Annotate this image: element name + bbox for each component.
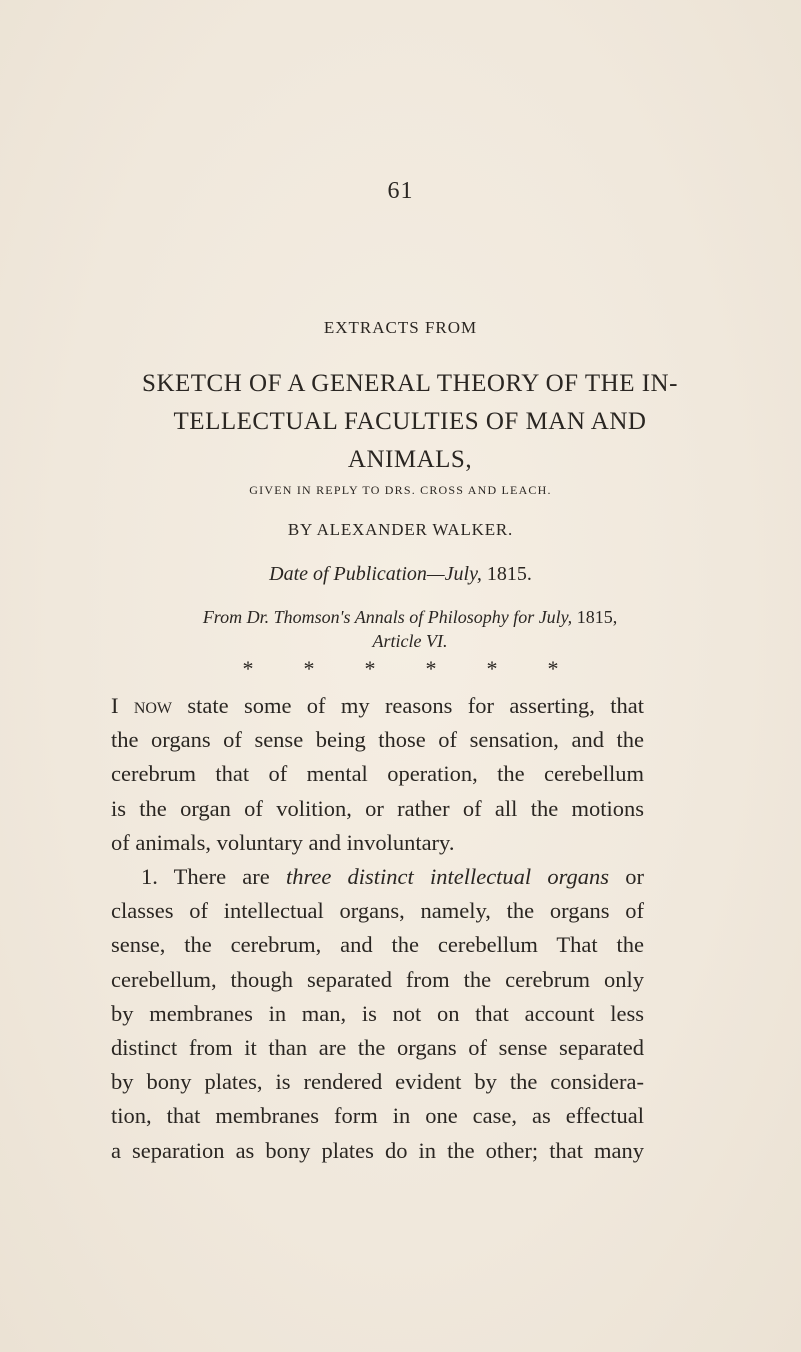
author-line: BY ALEXANDER WALKER. [287,520,514,539]
text-line: cerebellum, though separated from the cerebrum only [111,966,644,992]
star: * [425,656,437,681]
text-line: I now state some of my reasons for asserting, that [111,693,645,718]
date-year: 1815. [486,563,532,585]
text-line: tion, that membranes form in one case, as effectual [111,1103,644,1129]
title-line: ANIMALS, [347,446,473,473]
extracts-label: EXTRACTS FROM [323,318,478,337]
source-line-2 [100,629,720,653]
star: * [547,656,559,681]
source-journal: From Dr. Thomson's Annals of Philosophy for July, [202,607,573,627]
text-line: by membranes in man, is not on that account less [111,1000,644,1026]
text-line: the organs of sense being those of sensation, and the [111,727,644,753]
article-title [110,365,710,479]
ellipsis-stars [0,656,801,682]
text-line: is the organ of volition, or rather of all the motions [111,795,644,821]
body-text [111,689,644,1168]
title-line: SKETCH OF A GENERAL THEORY OF THE IN- [142,370,678,397]
source-line-1 [100,605,720,629]
opening-words: I now [111,693,173,718]
star: * [364,656,376,681]
star: * [242,656,254,681]
text-line: classes of intellectual organs, namely, the organs of [111,898,644,924]
source-year: 1815, [576,607,618,627]
publication-date [0,563,801,586]
source-citation [100,605,720,653]
text-line: by bony plates, is rendered evident by the considera- [111,1069,644,1095]
title-line: TELLECTUAL FACULTIES OF MAN AND [173,408,647,435]
date-label: Date of Publication—July, [269,563,482,585]
text-line: sense, the cerebrum, and the cerebellum That the [111,932,644,958]
text-line: of animals, voluntary and involuntary. [111,829,455,855]
star: * [486,656,498,681]
text-line: 1. There are three distinct intellectual organs or [141,864,644,890]
text-line: a separation as bony plates do in the other; that many [111,1137,644,1163]
source-article: Article VI. [372,631,448,651]
text-line: cerebrum that of mental operation, the cerebellum [111,761,644,787]
text-line: distinct from it than are the organs of sense separated [111,1035,644,1061]
page-number: 61 [387,178,414,204]
star: * [303,656,315,681]
subtitle-reply: GIVEN IN REPLY TO DRS. CROSS AND LEACH. [249,483,552,497]
emphasis: three distinct intellectual organs [285,864,610,890]
